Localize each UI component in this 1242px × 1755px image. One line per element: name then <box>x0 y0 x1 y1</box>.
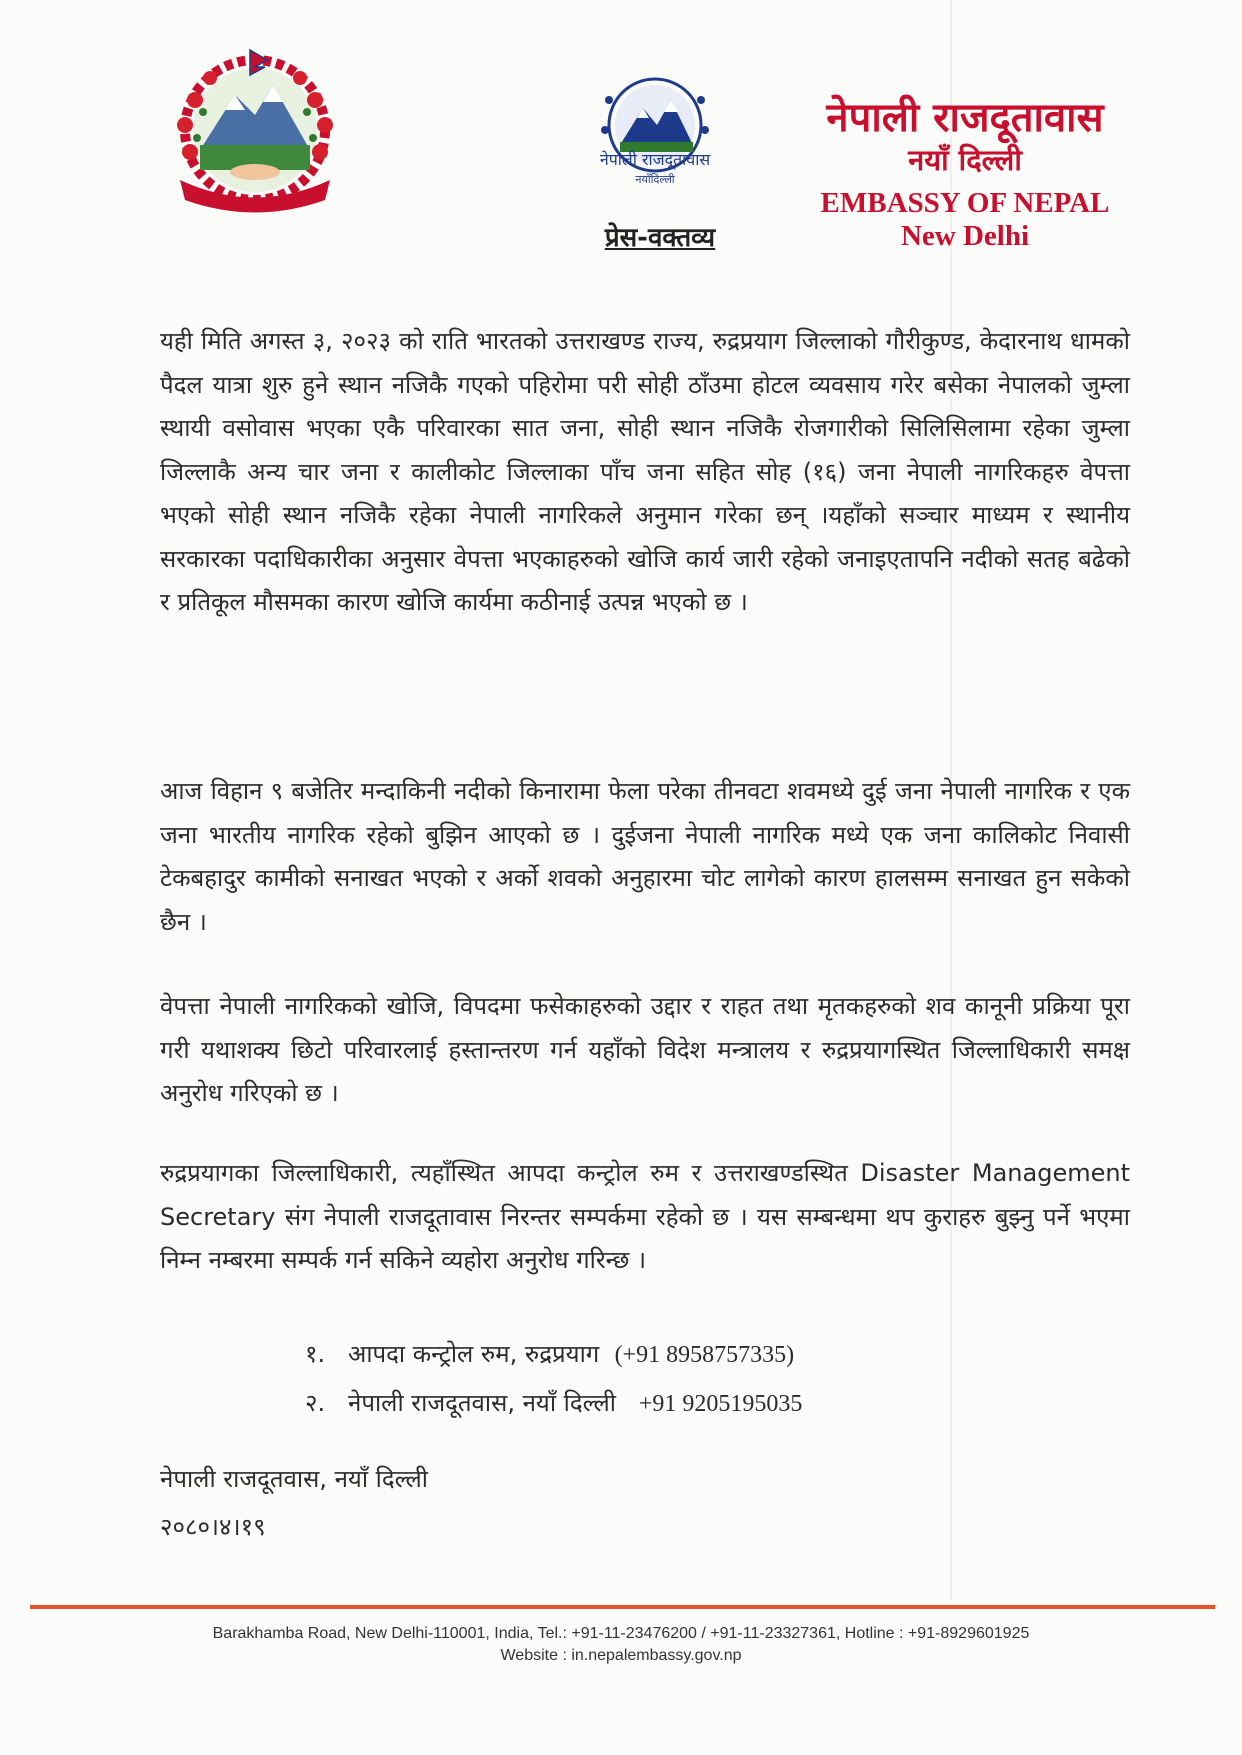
embassy-title-np: नेपाली राजदूतावास <box>826 95 1104 141</box>
footer-website: Website : in.nepalembassy.gov.np <box>500 1647 742 1664</box>
embassy-city-en: New Delhi <box>900 220 1030 252</box>
contact-name: नेपाली राजदूतवास, नयाँ दिल्ली <box>348 1389 616 1417</box>
signoff: नेपाली राजदूतवास, नयाँ दिल्ली <box>160 1465 428 1493</box>
signoff-block <box>160 1455 428 1551</box>
press-release-label: प्रेस-वक्तव्य <box>604 223 716 253</box>
coat-of-arms-icon <box>155 40 355 220</box>
logo-subcaption: नयाँदिल्ली <box>635 173 675 186</box>
paragraph-1: यही मिति अगस्त ३, २०२३ को राति भारतको उत्तराखण्ड राज्य, रुद्रप्रयाग जिल्लाको गौरीकुण्ड, केदारनाथ धामको पैदल यात्रा शुरु हुने स्थान नजिकै गएको पहिरोमा परी सोही ठाँउमा होटल व्यवसाय गरेर बसेका नेपालको जुम्ला स्थायी वसोवास भएका एकै परिवारका सात जना, सोही स्थान नजिकै रोजगारीको सिलिसिलामा रहेका जुम्ला जिल्लाकै अन्य चार जना र कालीकोट जिल्लाका पाँच जना सहित सोह (१६) जना नेपाली नागरिकहरु वेपत्ता भएको सोही स्थान नजिकै रहेका नेपाली नागरिकले अनुमान गरेका छन् ।यहाँको सञ्चार माध्यम र स्थानीय सरकारका पदाधिकारीका अनुसार वेपत्ता भएकाहरुको खोजि कार्य जारी रहेको जनाइएतापनि नदीको सतह बढेको र प्रतिकूल मौसमका कारण खोजि कार्यमा कठीनाई उत्पन्न भएको छ । <box>160 327 1130 616</box>
paragraph-4: रुद्रप्रयागका जिल्लाधिकारी, त्यहाँस्थित आपदा कन्ट्रोल रुम र उत्तराखण्डस्थित Disaster Management Secretary संग नेपाली राजदूतावास निरन्तर सम्पर्कमा रहेको छ । यस सम्बन्धमा थप कुराहरु बुझ्नु पर्ने भएमा निम्न नम्बरमा सम्पर्क गर्न सकिने व्यहोरा अनुरोध गरिन्छ । <box>160 1159 1130 1274</box>
contact-number: २. <box>305 1389 326 1417</box>
contact-item <box>305 1330 802 1379</box>
contact-list <box>305 1330 802 1428</box>
contact-phone: +91 9205195035 <box>638 1391 803 1417</box>
paragraph-2: आज विहान ९ बजेतिर मन्दाकिनी नदीको किनारामा फेला परेका तीनवटा शवमध्ये दुई जना नेपाली नागरिक र एक जना भारतीय नागरिक रहेको बुझिन आएको छ । दुईजना नेपाली नागरिक मध्ये एक जना कालिकोट निवासी टेकबहादुर कामीको सनाखत भएको र अर्को शवको अनुहारमा चोट लागेको कारण हालसम्म सनाखत हुन सकेको छैन । <box>160 777 1130 936</box>
contact-name: आपदा कन्ट्रोल रुम, रुद्रप्रयाग <box>348 1340 600 1368</box>
contact-number: १. <box>305 1340 326 1368</box>
issue-date: २०८०।४।१९ <box>160 1513 266 1541</box>
embassy-city-np: नयाँ दिल्ली <box>908 143 1022 177</box>
logo-caption: नेपाली राजदूतावास <box>599 150 711 169</box>
contact-item <box>305 1379 802 1428</box>
paragraph-3: वेपत्ता नेपाली नागरिकको खोजि, विपदमा फसेकाहरुको उद्दार र राहत तथा मृतकहरुको शव कानूनी प्रक्रिया पूरा गरी यथाशक्य छिटो परिवारलाई हस्तान्तरण गर्न यहाँको विदेश मन्त्रालय र रुद्रप्रयागस्थित जिल्लाधिकारी समक्ष अनुरोध गरिएको छ । <box>160 992 1130 1107</box>
contact-phone: (+91 8958757335) <box>614 1342 795 1368</box>
footer-rule <box>30 1605 1215 1609</box>
embassy-title-en: EMBASSY OF NEPAL <box>820 187 1110 219</box>
footer-address: Barakhamba Road, New Delhi-110001, India, Tel.: +91-11-23476200 / +91-11-23327361, Hotline : +91-8929601925 <box>212 1625 1030 1642</box>
